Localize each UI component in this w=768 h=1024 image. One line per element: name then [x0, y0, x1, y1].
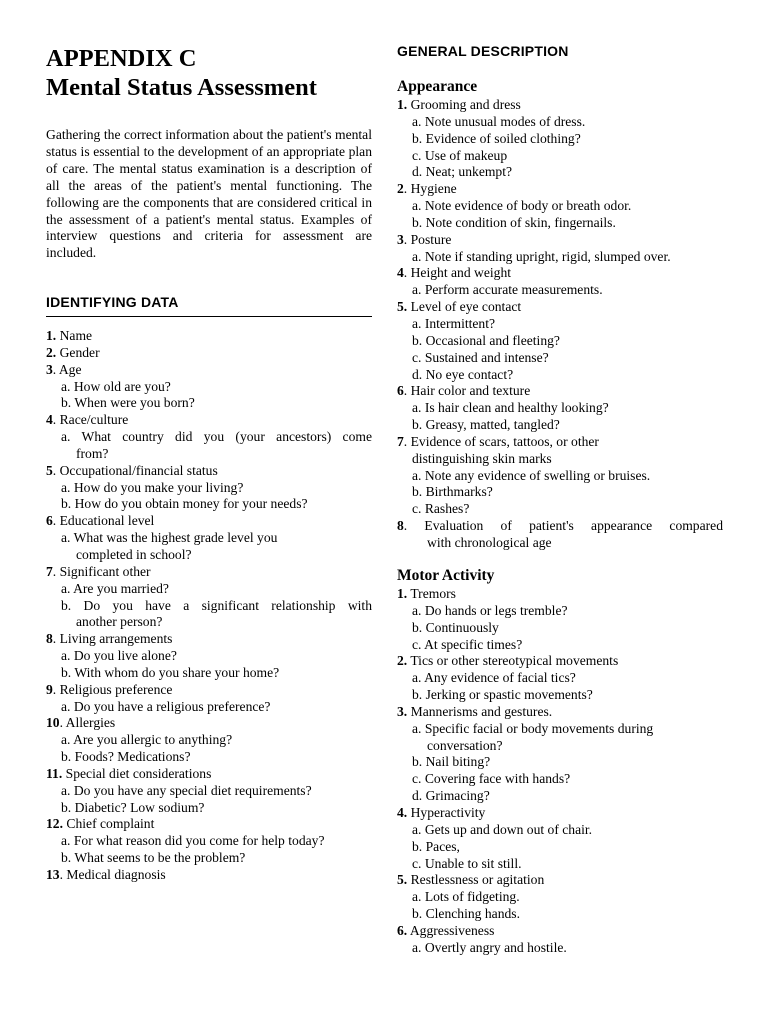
list-item [397, 265, 723, 282]
sub-item: a. Are you allergic to anything? [61, 732, 233, 748]
item-text: Chief complaint [63, 816, 155, 832]
item-text: . Race/culture [52, 412, 129, 428]
sub-item: conversation? [427, 737, 503, 753]
sub-item: b. Greasy, matted, tangled? [412, 417, 560, 433]
item-number: 3 [46, 361, 53, 377]
sub-item: b. Diabetic? Low sodium? [61, 799, 205, 815]
item-number: 2. [397, 653, 408, 669]
sub-item: a. Intermittent? [412, 315, 496, 331]
sub-item: b. With whom do you share your home? [61, 664, 280, 680]
intro-paragraph: Gathering the correct information about the patient's mental status is essential to the development of an appropriate plan of care. The mental status examination is a description of all the areas of the patient's mental functioning. The following are the components that are considered critical in the assessment of a patient's mental status. Examples of interview questions and criteria for assessment are included. [46, 127, 372, 261]
item-number: 5 [46, 462, 53, 478]
item-text: Grooming and dress [407, 97, 521, 112]
sub-item: a. How do you make your living? [61, 479, 244, 495]
item-number: 4 [46, 412, 53, 428]
item-number: 6 [397, 383, 404, 399]
sub-item: with chronological age [427, 534, 552, 550]
list-item [46, 412, 372, 429]
page-title: Mental Status Assessment [46, 74, 317, 101]
item-text: . Posture [403, 231, 452, 247]
item-text: Gender [56, 344, 100, 360]
sub-item: a. Note evidence of body or breath odor. [412, 198, 632, 214]
list-item [46, 682, 372, 699]
sub-item: a. Is hair clean and healthy looking? [412, 400, 609, 416]
appendix-title: APPENDIX C [46, 45, 197, 72]
sub-item: b. Continuously [412, 619, 499, 635]
item-text: Tics or other stereotypical movements [407, 653, 619, 669]
sub-item: c. At specific times? [412, 636, 523, 652]
item-number: 5. [397, 299, 408, 315]
item-number: 1. [397, 586, 408, 601]
sub-item: b. What seems to be the problem? [61, 850, 246, 866]
item-text: . Allergies [59, 715, 116, 731]
sub-item: b. Jerking or spastic movements? [412, 687, 593, 703]
section-divider [46, 316, 372, 317]
item-text: Hyperactivity [407, 804, 486, 820]
list-item [397, 872, 723, 889]
item-number: 10 [46, 715, 60, 731]
sub-item: c. Covering face with hands? [412, 771, 571, 787]
sub-item: b. Nail biting? [412, 754, 491, 770]
list-item [46, 513, 372, 530]
sub-item: c. Sustained and intense? [412, 349, 549, 365]
list-item [397, 299, 723, 316]
sub-item: c. Use of makeup [412, 147, 508, 163]
list-item [46, 328, 372, 345]
item-text: . Living arrangements [52, 631, 173, 647]
item-text: Restlessness or agitation [407, 872, 545, 888]
list-item [397, 232, 723, 249]
list-item [46, 715, 372, 732]
sub-item: b. Evidence of soiled clothing? [412, 130, 581, 146]
list-item [46, 463, 372, 480]
item-text: . Religious preference [52, 681, 173, 697]
sub-item: a. Are you married? [61, 580, 169, 596]
sub-item: a. Specific facial or body movements during [412, 720, 654, 736]
list-item [46, 867, 372, 884]
sub-item: a. Any evidence of facial tics? [412, 670, 576, 686]
list-item [397, 704, 723, 721]
identifying-data-heading: IDENTIFYING DATA [46, 294, 179, 310]
item-number: 3. [397, 703, 408, 719]
list-item [46, 564, 372, 581]
item-text: Tremors [407, 586, 456, 601]
item-number: 4. [397, 804, 408, 820]
sub-item: a. Do hands or legs tremble? [412, 602, 568, 618]
sub-item: b. Foods? Medications? [61, 749, 191, 765]
sub-item: a. Note if standing upright, rigid, slumped over. [412, 248, 671, 264]
list-item [397, 805, 723, 822]
sub-item: a. Do you have a religious preference? [61, 698, 271, 714]
general-description-heading: GENERAL DESCRIPTION [397, 43, 569, 59]
item-text: Level of eye contact [407, 299, 522, 315]
sub-item: b. When were you born? [61, 395, 195, 411]
identifying-data-list [46, 328, 372, 884]
item-number: 9 [46, 681, 53, 697]
item-number: 6 [46, 513, 53, 529]
sub-item: a. What country did you (your ancestors) come [61, 429, 372, 445]
item-text: Special diet considerations [62, 765, 212, 781]
item-number: 7 [397, 433, 404, 449]
item-text: . Hygiene [403, 181, 457, 197]
sub-item: b. Birthmarks? [412, 484, 493, 500]
appearance-heading: Appearance [397, 78, 478, 95]
appearance-list [397, 97, 723, 552]
list-item [397, 518, 723, 535]
sub-item: b. Occasional and fleeting? [412, 332, 560, 348]
item-number: 2 [397, 181, 404, 197]
list-item [397, 586, 723, 603]
list-item [397, 181, 723, 198]
list-item [46, 631, 372, 648]
item-text: . Evidence of scars, tattoos, or other [403, 433, 599, 449]
list-item [46, 816, 372, 833]
sub-item: c. Unable to sit still. [412, 855, 522, 871]
sub-item: from? [76, 445, 109, 461]
sub-item: a. Lots of fidgeting. [412, 889, 520, 905]
item-text: Aggressiveness [407, 922, 495, 938]
sub-item: d. Grimacing? [412, 788, 490, 804]
item-text: . Height and weight [403, 265, 512, 281]
sub-item: a. For what reason did you come for help today? [61, 833, 325, 849]
motor-activity-list [397, 586, 723, 957]
list-item [397, 653, 723, 670]
item-text: Mannerisms and gestures. [407, 703, 553, 719]
sub-item: distinguishing skin marks [412, 450, 552, 466]
sub-item: a. What was the highest grade level you [61, 530, 278, 546]
sub-item: b. Note condition of skin, fingernails. [412, 214, 616, 230]
list-item [46, 345, 372, 362]
list-item [397, 97, 723, 114]
sub-item: b. How do you obtain money for your needs? [61, 496, 308, 512]
list-item [46, 766, 372, 783]
item-number: 3 [397, 231, 404, 247]
item-number: 5. [397, 872, 408, 888]
sub-item: b. Paces, [412, 838, 460, 854]
list-item [397, 434, 723, 451]
item-number: 12. [46, 816, 63, 832]
item-number: 7 [46, 563, 53, 579]
sub-item: a. Note any evidence of swelling or bruises. [412, 467, 651, 483]
sub-item: c. Rashes? [412, 501, 470, 517]
sub-item: d. Neat; unkempt? [412, 164, 513, 180]
item-number: 11. [46, 765, 63, 781]
sub-item: b. Do you have a significant relationship with [61, 597, 372, 613]
item-text: . Occupational/financial status [52, 462, 218, 478]
motor-activity-heading: Motor Activity [397, 567, 495, 584]
item-text: . Educational level [52, 513, 155, 529]
item-number: 1. [46, 328, 57, 343]
list-item [397, 923, 723, 940]
sub-item: another person? [76, 614, 163, 630]
list-item [46, 362, 372, 379]
item-text: . Significant other [52, 563, 151, 579]
sub-item: a. Do you have any special diet requirements? [61, 782, 312, 798]
item-text: . Evaluation of patient's appearance compared [403, 518, 723, 534]
item-number: 8 [46, 631, 53, 647]
sub-item: d. No eye contact? [412, 366, 514, 382]
item-text: . Hair color and texture [403, 383, 531, 399]
sub-item: a. Perform accurate measurements. [412, 282, 603, 298]
item-text: . Medical diagnosis [59, 867, 166, 882]
sub-item: completed in school? [76, 546, 192, 562]
item-number: 13 [46, 867, 60, 882]
sub-item: b. Clenching hands. [412, 906, 520, 922]
item-number: 6. [397, 922, 408, 938]
item-number: 2. [46, 344, 57, 360]
sub-item: a. Overtly angry and hostile. [412, 939, 567, 955]
sub-item: a. Note unusual modes of dress. [412, 113, 586, 129]
item-number: 4 [397, 265, 404, 281]
item-text: . Age [52, 361, 82, 377]
sub-item: a. Do you live alone? [61, 648, 177, 664]
sub-item: a. How old are you? [61, 378, 171, 394]
list-item [397, 383, 723, 400]
item-number: 8 [397, 518, 404, 534]
item-number: 1. [397, 97, 408, 112]
sub-item: a. Gets up and down out of chair. [412, 821, 593, 837]
item-text: Name [56, 328, 93, 343]
